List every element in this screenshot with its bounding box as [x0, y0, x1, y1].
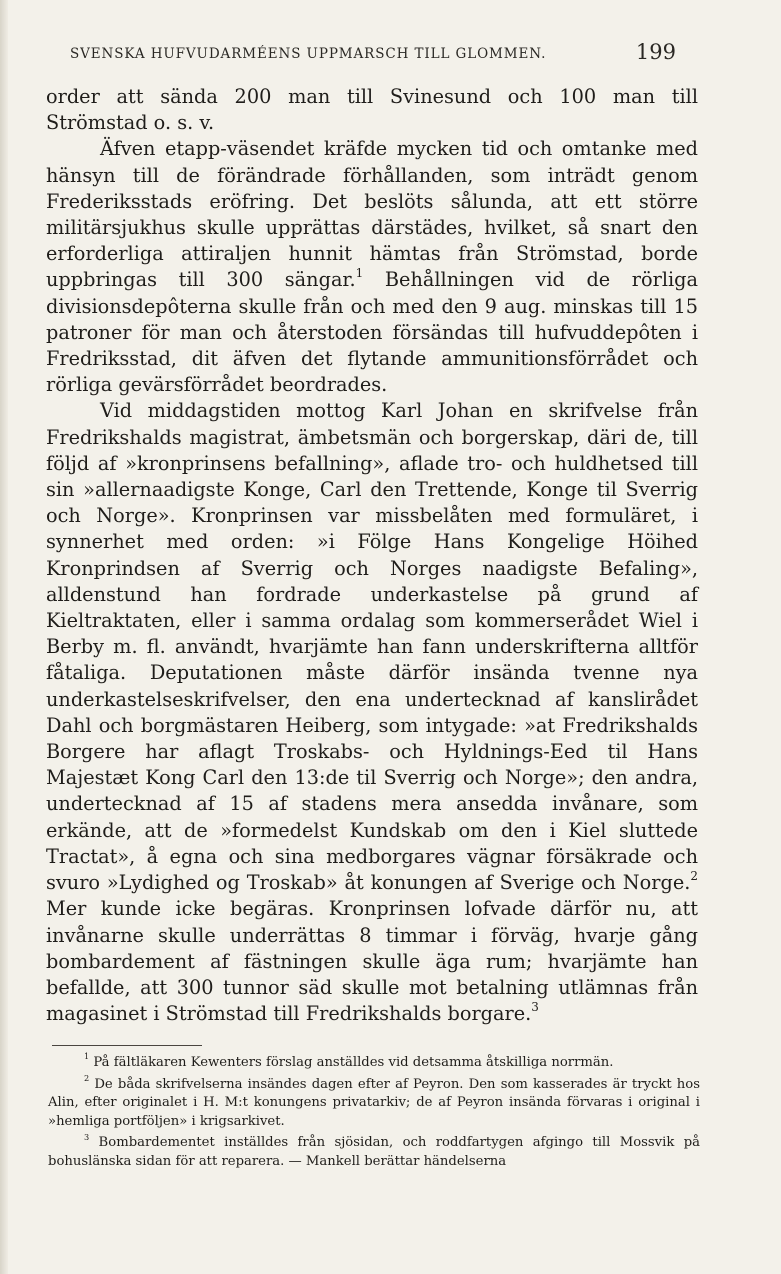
paragraph-3-text-cont: Mer kunde icke begäras. Kronprinsen lofvade därför nu, att invånarne skulle underrättas 8 timmar i förväg, hvarje gång bombardement af fästningen skulle äga rum; hvarjämte han befallde, att 300 tunnor säd skulle mot betalning utlämnas från magasinet i Strömstad till Fredrikshalds borgare.: [46, 897, 698, 1026]
paragraph-1: [46, 84, 698, 136]
page-edge: [0, 0, 8, 1274]
paragraph-2: [46, 136, 698, 398]
footnote-1-mark: 1: [84, 1051, 90, 1062]
footnote-3-mark: 3: [84, 1131, 90, 1142]
paragraph-3-text: Vid middagstiden mottog Karl Johan en skrifvelse från Fredrikshalds magistrat, ämbetsmän och borgerskap, däri de, till följd af »kronprinsens befallning», aflade tro- och huldhetsed till sin »allernaadigste Konge, Carl den Trettende, Konge til Sverrig och Norge». Kronprinsen var missbelåten med formuläret, i synnerhet med orden: »i Fölge Hans Kongelige Höihed Kronprindsen af Sverrig och Norges naadigste Befaling», alldenstund han fordrade underkastelse på grund af Kieltraktaten, eller i samma ordalag som kommerserådet Wiel i Berby m. fl. användt, hvarjämte han fann underskrifterna alltför fåtaliga. Deputationen måste därför insända tvenne nya underkastelseskrifvelser, den ena undertecknad af kanslirådet Dahl och borgmästaren Heiberg, som intygade: »at Fredrikshalds Borgere har aflagt Troskabs- och Hyldnings-Eed til Hans Majestæt Kong Carl den 13:de til Sverrig och Norge»; den andra, undertecknad af 15 af stadens mera ansedda invånare, som erkände, att de »formedelst Kundskab om den i Kiel sluttede Tractat», å egna och sina medborgares vägnar försäkrade och svuro »Lydighed og Troskab» åt konungen af Sverige och Norge.: [46, 399, 698, 895]
footnote-ref-1: 1: [355, 266, 364, 281]
footnote-1-text: På fältläkaren Kewenters förslag anställdes vid detsamma åtskilliga norrmän.: [89, 1055, 614, 1070]
footnote-ref-2: 2: [690, 868, 698, 883]
footnote-2-text: De båda skrifvelserna insändes dagen efter af Peyron. Den som kasserades är tryckt hos Alin, efter originalet i H. M:t konungens privatarkiv; de af Peyron insända förvaras i original i »hemliga portföljen» i krigsarkivet.: [48, 1076, 700, 1129]
page-number: 199: [635, 40, 676, 64]
footnote-2: [48, 1072, 700, 1132]
footnote-3-text: Bombardementet inställdes från sjösidan, och roddfartygen afgingo till Mossvik på bohuslänska sidan för att reparera. — Mankell berättar händelserna: [48, 1135, 700, 1169]
running-title: SVENSKA HUFVUDARMÉENS UPPMARSCH TILL GLOMMEN.: [70, 46, 547, 62]
footnote-2-mark: 2: [84, 1072, 90, 1083]
paragraph-1-text: order att sända 200 man till Svinesund och 100 man till Strömstad o. s. v.: [46, 85, 698, 135]
paragraph-2-text: Äfven etapp-väsendet kräfde mycken tid och omtanke med hänsyn till de förändrade förhållanden, som inträdt genom Frederiksstads eröfring. Det beslöts sålunda, att ett större militärsjukhus skulle upprättas därstädes, hvilket, så snart den erforderliga attiraljen hunnit hämtas från Strömstad, borde uppbringas till 300 sängar.: [46, 137, 698, 292]
body-text: [46, 84, 698, 1027]
footnote-ref-3: 3: [531, 999, 539, 1014]
paragraph-3: [46, 398, 698, 1027]
footnote-3: [48, 1131, 700, 1171]
footnotes: [48, 1051, 700, 1175]
footnote-rule: [52, 1045, 202, 1046]
paragraph-2-text-cont: Behållningen vid de rörliga divisionsdepôterna skulle från och med den 9 aug. minskas till 15 patroner för man och återstoden försändas till hufvuddepôten i Fredriksstad, dit äfven det flytande ammunitionsförrådet och rörliga gevärsförrådet beordrades.: [46, 268, 698, 397]
running-head: [70, 40, 676, 64]
footnote-1: [48, 1051, 700, 1073]
